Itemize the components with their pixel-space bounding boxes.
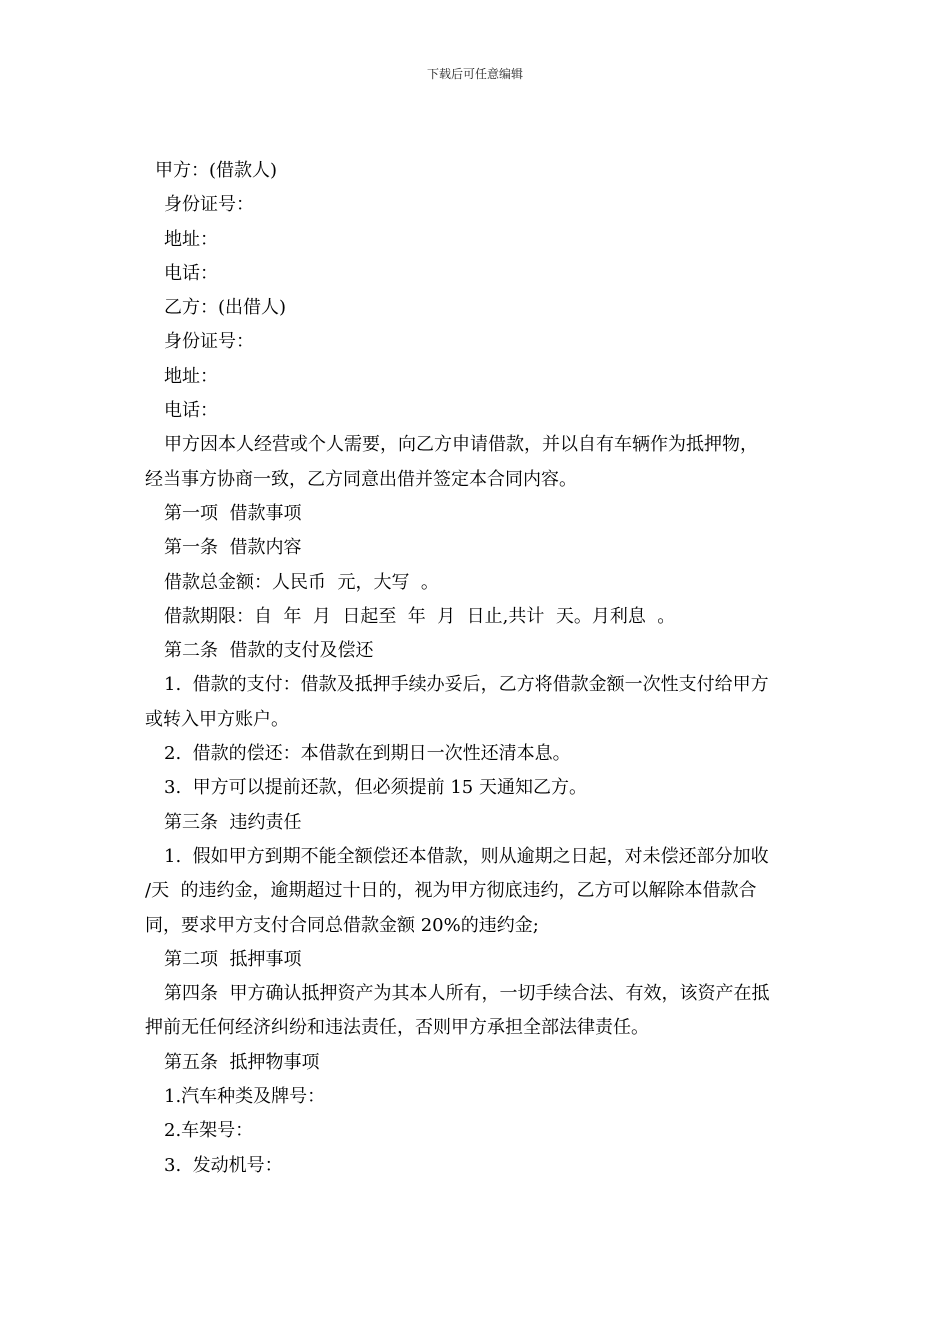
text-line: 或转入甲方账户。 (145, 708, 289, 730)
text-line: 借款期限：自 年 月 日起至 年 月 日止,共计 天。月利息 。 (164, 605, 676, 627)
text-line: 押前无任何经济纠纷和违法责任，否则甲方承担全部法律责任。 (145, 1017, 649, 1039)
contract-body (145, 154, 817, 1183)
text-line: 身份证号： (164, 194, 254, 216)
text-line: 1. 借款的支付：借款及抵押手续办妥后，乙方将借款金额一次性支付给甲方 (164, 674, 769, 696)
text-line: /天 的违约金，逾期超过十日的，视为甲方彻底违约，乙方可以解除本借款合 (145, 880, 757, 902)
text-line: 身份证号： (164, 331, 254, 353)
text-line: 甲方因本人经营或个人需要，向乙方申请借款，并以自有车辆作为抵押物， (164, 434, 758, 456)
text-line: 电话： (164, 262, 218, 284)
text-line: 地址： (164, 228, 218, 250)
text-line: 同，要求甲方支付合同总借款金额 20%的违约金; (145, 914, 539, 936)
text-line: 经当事方协商一致，乙方同意出借并签定本合同内容。 (145, 468, 577, 490)
text-line: 借款总金额：人民币 元，大写 。 (164, 571, 439, 593)
section-heading: 第一项 借款事项 (164, 502, 302, 524)
text-line: 2.车架号： (164, 1120, 254, 1142)
text-line: 3. 甲方可以提前还款，但必须提前 15 天通知乙方。 (164, 777, 587, 799)
text-line: 甲方：(借款人) (155, 160, 278, 181)
article-heading: 第五条 抵押物事项 (164, 1051, 320, 1073)
article-heading: 第三条 违约责任 (164, 811, 302, 833)
article-heading: 第一条 借款内容 (164, 537, 302, 559)
text-line: 1.汽车种类及牌号： (164, 1086, 326, 1108)
text-line: 3. 发动机号： (164, 1154, 283, 1176)
section-heading: 第二项 抵押事项 (164, 948, 302, 970)
text-line: 1. 假如甲方到期不能全额偿还本借款，则从逾期之日起，对未偿还部分加收 (164, 845, 769, 867)
page-header-note: 下载后可任意编辑 (426, 67, 523, 81)
text-line: 地址： (164, 365, 218, 387)
text-line: 电话： (164, 400, 218, 422)
text-line: 2. 借款的偿还：本借款在到期日一次性还清本息。 (164, 743, 571, 765)
article-heading: 第二条 借款的支付及偿还 (164, 640, 374, 662)
text-line: 乙方：(出借人) (164, 297, 287, 319)
text-line: 第四条 甲方确认抵押资产为其本人所有，一切手续合法、有效，该资产在抵 (164, 983, 770, 1005)
